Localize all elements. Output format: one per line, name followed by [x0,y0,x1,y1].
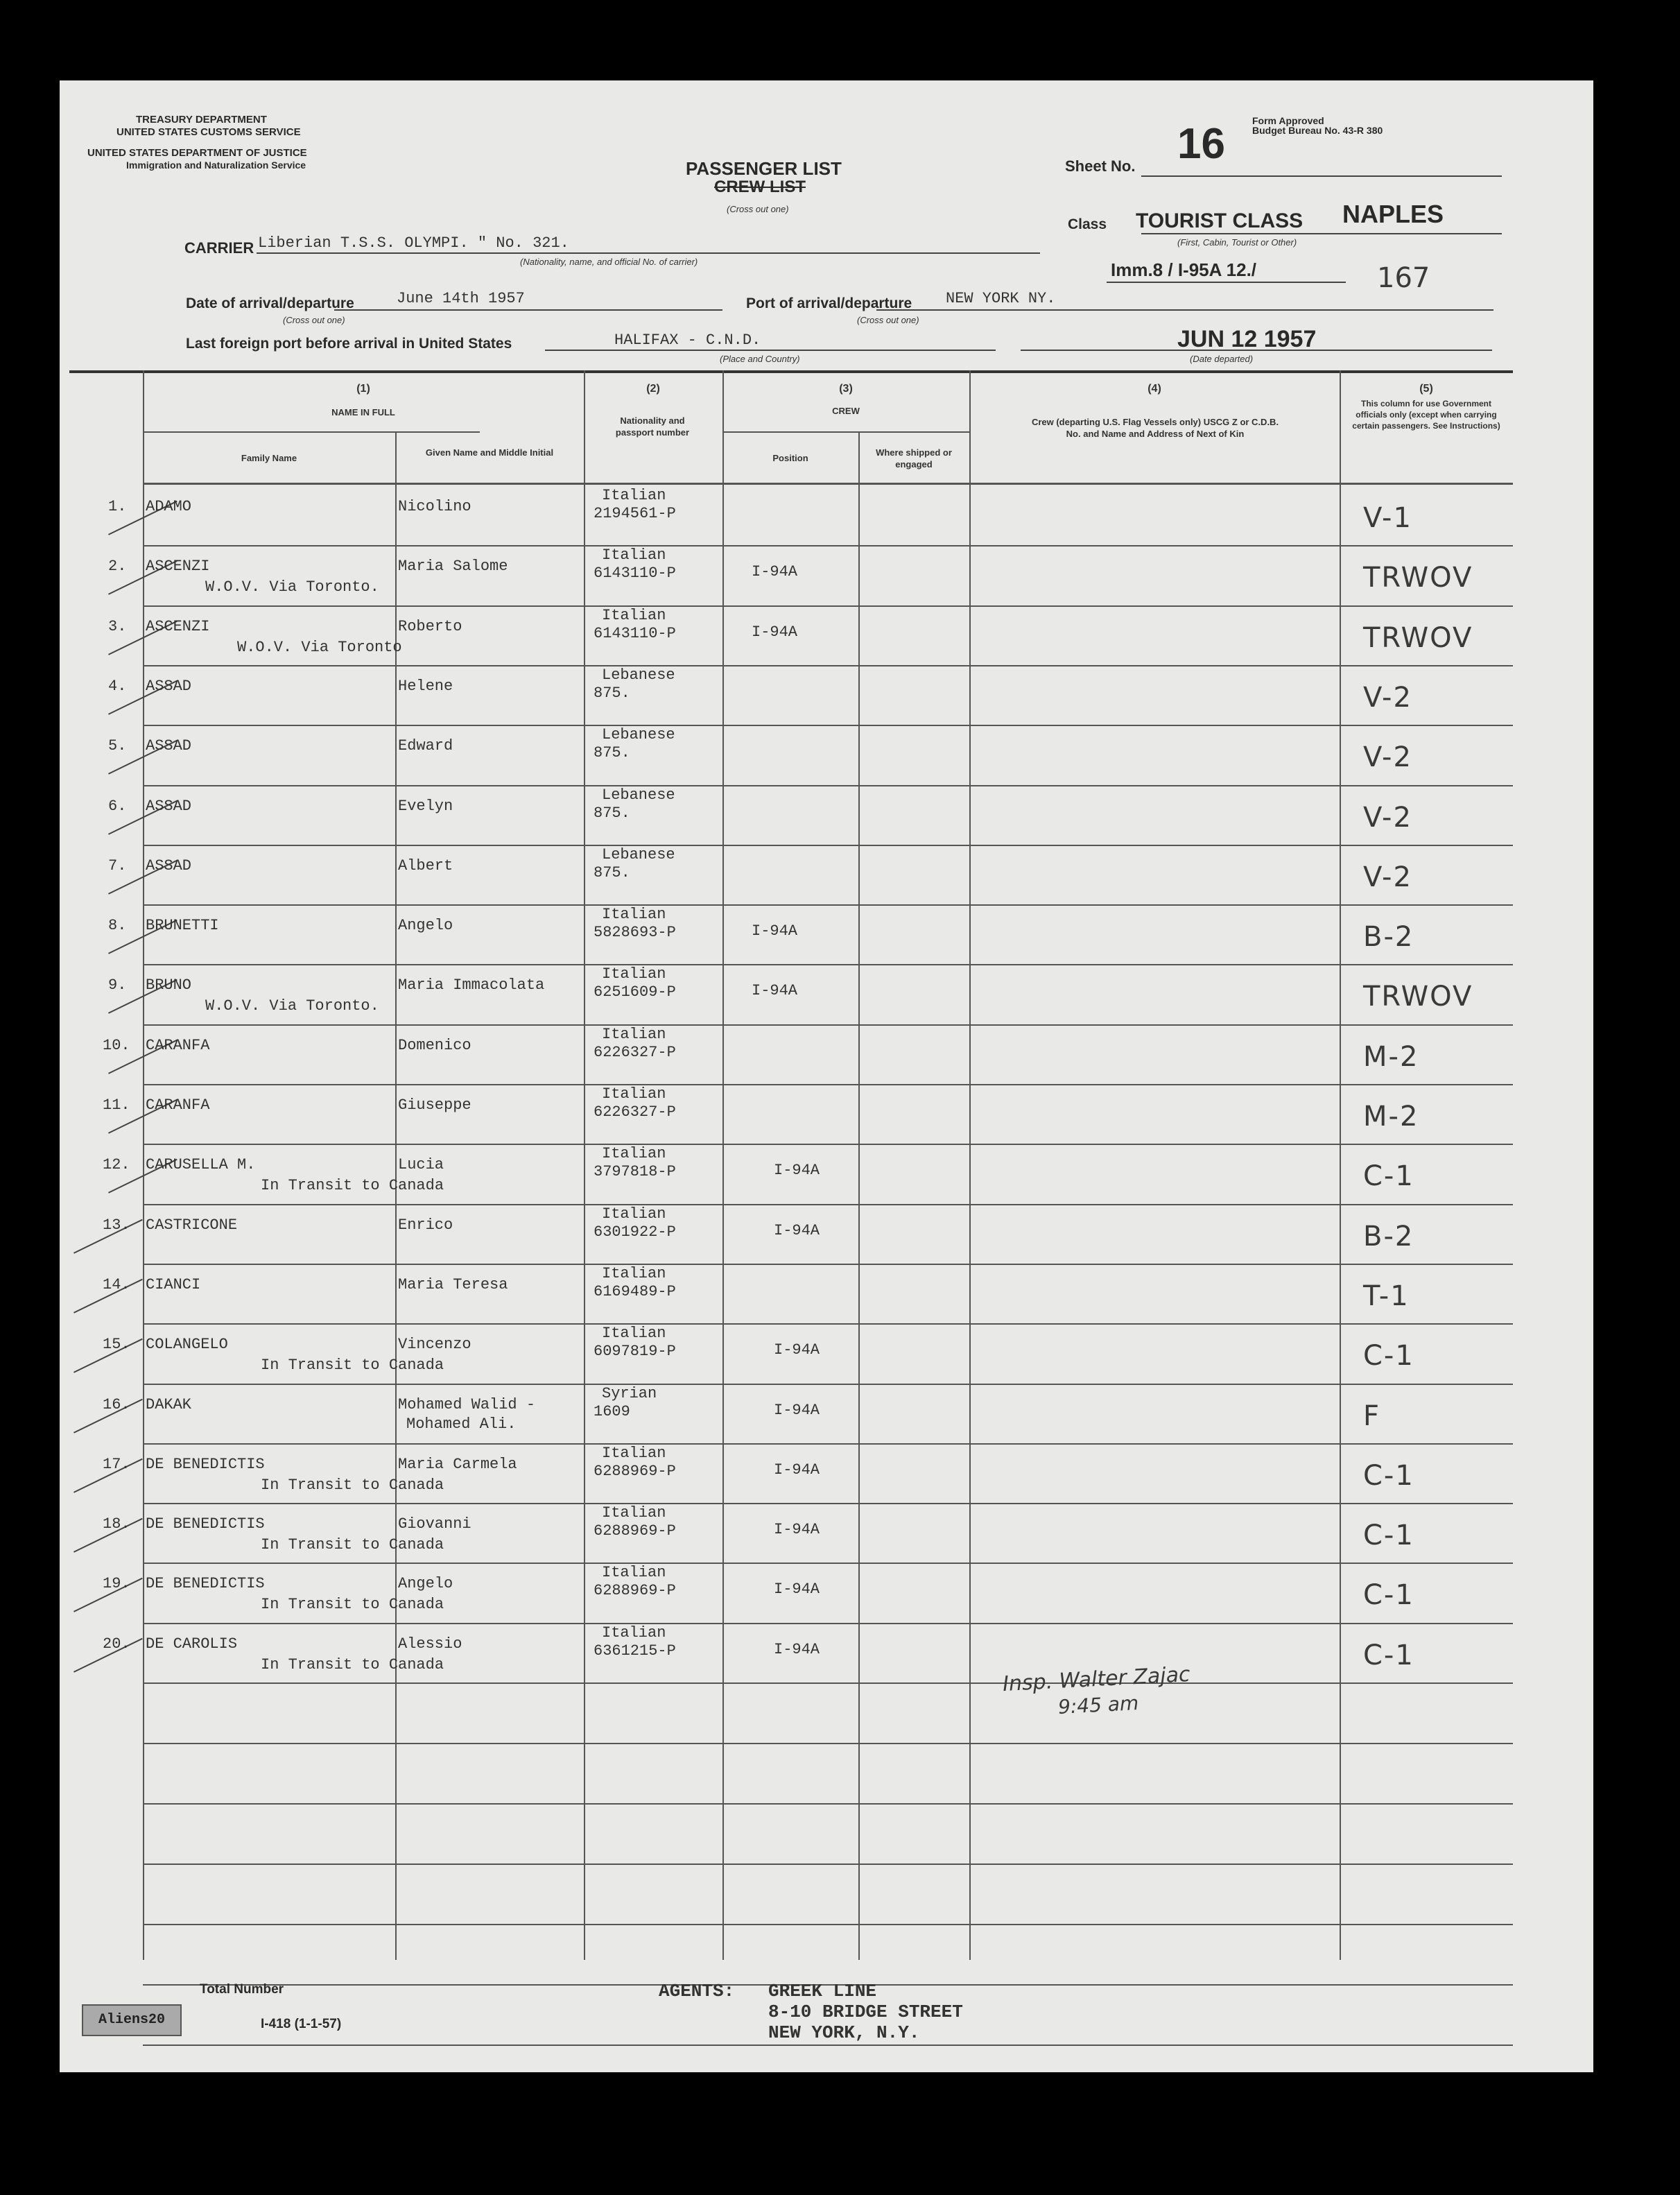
passport-number: 6226327-P [594,1043,676,1061]
given-name: Vincenzo [398,1336,471,1354]
family-name: DE CAROLIS [146,1635,238,1653]
given-name: Edward [398,737,453,755]
lastport-value: HALIFAX - C.N.D. [614,332,761,349]
row-divider [143,845,1513,846]
total-number-label: Total Number [200,1982,284,1997]
government-code: F [1363,1400,1381,1432]
given-name: Maria Carmela [398,1455,517,1473]
passport-number: 6288969-P [594,1462,676,1480]
row-divider [143,785,1513,786]
col1-title: NAME IN FULL [331,407,395,418]
crew-position: I-94A [774,1521,820,1539]
government-code: T-1 [1363,1280,1410,1312]
sheet-no: 16 [1177,120,1225,168]
row-note: In Transit to Canada [261,1177,444,1195]
row-divider [143,1204,1513,1205]
row-note: W.O.V. Via Toronto [237,638,402,656]
government-code: TRWOV [1363,981,1473,1013]
nationality: Italian [602,1145,666,1163]
inspector-signature: Insp. Walter Zajac [1002,1662,1191,1697]
row-divider [143,1623,1513,1624]
government-code: TRWOV [1363,621,1473,654]
nationality: Syrian [602,1384,657,1402]
crew-position: I-94A [752,922,798,940]
crew-position: I-94A [752,982,798,1000]
government-code: V-2 [1363,681,1412,714]
row-divider [143,1323,1513,1325]
row-divider [143,904,1513,906]
row-number: 15. [103,1336,130,1354]
col1-number: (1) [356,383,370,395]
port-hint: (Cross out one) [857,315,919,325]
row-number: 19. [103,1575,130,1593]
given-name: Maria Salome [398,558,508,576]
col3-title: CREW [832,406,860,416]
given-name: Maria Teresa [398,1275,508,1293]
government-code: B-2 [1363,921,1414,954]
port-label: Port of arrival/departure [746,295,912,311]
class-port: NAPLES [1342,200,1444,228]
date-departed-hint: (Date departed) [1190,354,1254,364]
crew-position: I-94A [774,1640,820,1658]
row-number: 20. [103,1635,130,1653]
crew-position: I-94A [774,1401,820,1419]
given-name: Angelo [398,917,453,935]
nationality: Italian [602,487,666,504]
government-code: C-1 [1363,1459,1414,1492]
port-value: NEW YORK NY. [946,290,1056,307]
passport-number: 6251609-P [594,983,676,1001]
passport-number: 6288969-P [594,1582,676,1600]
given-name: Maria Immacolata [398,976,545,995]
nationality: Italian [602,906,666,924]
family-name: ASSAD [146,677,192,695]
nationality: Lebanese [602,726,675,744]
agency-line-4: Immigration and Naturalization Service [126,160,306,171]
passport-number: 6097819-P [594,1343,676,1361]
form-approved: Form Approved [1252,115,1324,126]
row-number: 16. [103,1395,130,1413]
family-name: COLANGELO [146,1336,228,1354]
lastport-hint: (Place and Country) [720,354,800,364]
passport-number: 6288969-P [594,1522,676,1540]
family-name: BRUNETTI [146,917,219,935]
blank-row-divider [143,2045,1513,2046]
col-position: Position [772,453,808,463]
family-name: ASCENZI [146,558,210,576]
family-name: ASSAD [146,737,192,755]
passport-number: 5828693-P [594,924,676,942]
family-name: ASCENZI [146,617,210,635]
arrival-label: Date of arrival/departure [186,295,354,311]
row-divider [143,605,1513,607]
row-number: 2. [108,558,127,576]
nationality: Italian [602,1624,666,1642]
row-number: 5. [108,737,127,755]
given-name: Enrico [398,1216,453,1234]
row-number: 6. [108,797,127,815]
crew-position: I-94A [774,1221,820,1239]
form-title-crossed: CREW LIST [714,178,806,196]
crew-position: I-94A [774,1162,820,1180]
given-name: Giuseppe [398,1096,471,1114]
given-name: Mohamed Walid - [398,1395,536,1413]
row-divider [143,1503,1513,1504]
row-divider [143,725,1513,726]
government-code: V-2 [1363,861,1412,893]
row-number: 18. [103,1515,130,1533]
blank-row-divider [143,1803,1513,1805]
aliens-stamp: Aliens20 [82,2004,182,2036]
passport-number: 875. [594,804,630,822]
passport-number: 6361215-P [594,1642,676,1660]
row-note: W.O.V. Via Toronto. [205,997,379,1015]
passenger-list-sheet [60,80,1593,2072]
row-number: 14. [103,1275,130,1293]
passport-number: 875. [594,744,630,762]
sheet-no-label: Sheet No. [1065,157,1136,175]
nationality: Lebanese [602,666,675,684]
nationality: Italian [602,546,666,565]
row-number: 1. [108,498,127,515]
nationality: Italian [602,1264,666,1282]
row-divider [143,665,1513,666]
row-number: 17. [103,1455,130,1473]
nationality: Italian [602,1325,666,1343]
agency-line-2: UNITED STATES CUSTOMS SERVICE [116,126,301,138]
manifest-number: 167 [1377,262,1430,294]
nationality: Italian [602,1025,666,1043]
agents-label: AGENTS: [659,1981,735,2002]
family-name: ADAMO [146,498,192,515]
row-divider [143,1084,1513,1085]
date-departed: JUN 12 1957 [1177,326,1317,352]
crew-position: I-94A [752,563,798,581]
arrival-value: June 14th 1957 [397,290,525,307]
government-code: TRWOV [1363,562,1473,594]
passport-number: 6226327-P [594,1103,676,1121]
nationality: Italian [602,1205,666,1223]
arrival-hint: (Cross out one) [283,315,345,325]
nationality: Italian [602,1504,666,1522]
crew-position: I-94A [774,1341,820,1359]
row-note: W.O.V. Via Toronto. [205,578,379,596]
class-value: TOURIST CLASS [1136,209,1304,232]
passport-number: 6301922-P [594,1223,676,1241]
row-number: 8. [108,917,127,935]
government-code: V-1 [1363,502,1412,534]
row-number: 12. [103,1156,130,1174]
nationality: Italian [602,1085,666,1103]
passport-number: 6143110-P [594,565,676,583]
col4-title: Crew (departing U.S. Flag Vessels only) USCG Z or C.D.B. No. and Name and Address of Next of Kin [1031,417,1279,439]
row-divider [143,1024,1513,1026]
blank-row-divider [143,1924,1513,1925]
form-title: PASSENGER LIST [686,158,842,179]
inspector-time: 9:45 am [1057,1691,1140,1719]
government-code: V-2 [1363,801,1412,834]
given-name: Alessio [398,1635,462,1653]
government-code: M-2 [1363,1040,1419,1073]
crew-position: I-94A [752,623,798,641]
row-divider [143,1144,1513,1145]
col2-title: Nationality and passport number [615,415,690,438]
family-name: ASSAD [146,797,192,815]
col5-number: (5) [1419,383,1433,395]
given-name: Nicolino [398,498,471,515]
nationality: Italian [602,1444,666,1462]
row-number: 3. [108,617,127,635]
row-number: 10. [103,1036,130,1054]
nationality: Italian [602,1564,666,1582]
budget-bureau: Budget Bureau No. 43-R 380 [1252,125,1383,136]
government-code: B-2 [1363,1220,1414,1253]
family-name: DE BENEDICTIS [146,1575,265,1593]
manifest-ref: Imm.8 / I-95A 12./ [1111,259,1257,280]
agents-line-2: 8-10 BRIDGE STREET [768,2002,963,2022]
class-hint: (First, Cabin, Tourist or Other) [1177,237,1297,248]
carrier-label: CARRIER [184,239,254,257]
agents-line-1: GREEK LINE [768,1981,877,2002]
row-note: In Transit to Canada [261,1596,444,1614]
col2-number: (2) [646,383,660,395]
col-given-name: Given Name and Middle Initial [425,447,554,458]
family-name: DAKAK [146,1395,192,1413]
row-note: In Transit to Canada [261,1357,444,1375]
row-note: In Transit to Canada [261,1655,444,1673]
government-code: C-1 [1363,1520,1414,1552]
passport-number: 2194561-P [594,505,676,522]
nationality: Lebanese [602,845,675,863]
passport-number: 875. [594,684,630,702]
col-family-name: Family Name [241,453,297,463]
government-code: C-1 [1363,1160,1414,1193]
carrier-value: Liberian T.S.S. OLYMPI. " No. 321. [258,234,569,252]
row-divider [143,1563,1513,1564]
passport-number: 6169489-P [594,1282,676,1300]
row-divider [143,545,1513,546]
family-name: CARANFA [146,1096,210,1114]
family-name: CIANCI [146,1275,201,1293]
government-code: C-1 [1363,1639,1414,1671]
col4-number: (4) [1148,383,1161,395]
row-note: In Transit to Canada [261,1536,444,1554]
family-name: BRUNO [146,976,192,995]
row-number: 13. [103,1216,130,1234]
col3-number: (3) [839,383,853,395]
given-name: Domenico [398,1036,471,1054]
row-number: 4. [108,677,127,695]
col5-title: This column for use Government officials only (except when carrying certain passengers. See Instructions) [1352,399,1500,431]
nationality: Italian [602,606,666,624]
given-name: Angelo [398,1575,453,1593]
government-code: C-1 [1363,1579,1414,1612]
given-name: Lucia [398,1156,444,1174]
row-divider [143,1443,1513,1445]
agency-line-3: UNITED STATES DEPARTMENT OF JUSTICE [87,147,307,159]
family-name: DE BENEDICTIS [146,1515,265,1533]
class-label: Class [1068,216,1107,232]
col-where-shipped: Where shipped or engaged [876,447,952,470]
row-divider [143,1682,1513,1684]
given-name: Helene [398,677,453,695]
form-number: I-418 (1-1-57) [261,2017,342,2031]
row-divider [143,1264,1513,1265]
row-note: In Transit to Canada [261,1476,444,1494]
family-name: ASSAD [146,857,192,875]
nationality: Italian [602,965,666,983]
row-divider [143,964,1513,965]
row-number: 11. [103,1096,130,1114]
passport-number: 875. [594,863,630,881]
government-code: V-2 [1363,741,1412,774]
government-code: C-1 [1363,1340,1414,1372]
row-number: 9. [108,976,127,995]
agency-line-1: TREASURY DEPARTMENT [136,114,267,126]
blank-row-divider [143,1743,1513,1744]
passport-number: 3797818-P [594,1163,676,1181]
passport-number: 1609 [594,1402,630,1420]
crew-position: I-94A [774,1581,820,1599]
family-name: CARANFA [146,1036,210,1054]
government-code: M-2 [1363,1101,1419,1133]
row-number: 7. [108,857,127,875]
lastport-label: Last foreign port before arrival in United States [186,336,512,352]
given-name: Evelyn [398,797,453,815]
form-title-note: (Cross out one) [727,204,789,214]
row-divider [143,1384,1513,1385]
passport-number: 6143110-P [594,624,676,642]
agents-line-3: NEW YORK, N.Y. [768,2022,920,2043]
given-name: Albert [398,857,453,875]
given-name-line-2: Mohamed Ali. [406,1415,517,1433]
crew-position: I-94A [774,1461,820,1479]
blank-row-divider [143,1863,1513,1865]
nationality: Lebanese [602,786,675,804]
family-name: CARUSELLA M. [146,1156,256,1174]
family-name: DE BENEDICTIS [146,1455,265,1473]
family-name: CASTRICONE [146,1216,238,1234]
given-name: Giovanni [398,1515,471,1533]
given-name: Roberto [398,617,462,635]
carrier-hint: (Nationality, name, and official No. of carrier) [520,257,698,267]
